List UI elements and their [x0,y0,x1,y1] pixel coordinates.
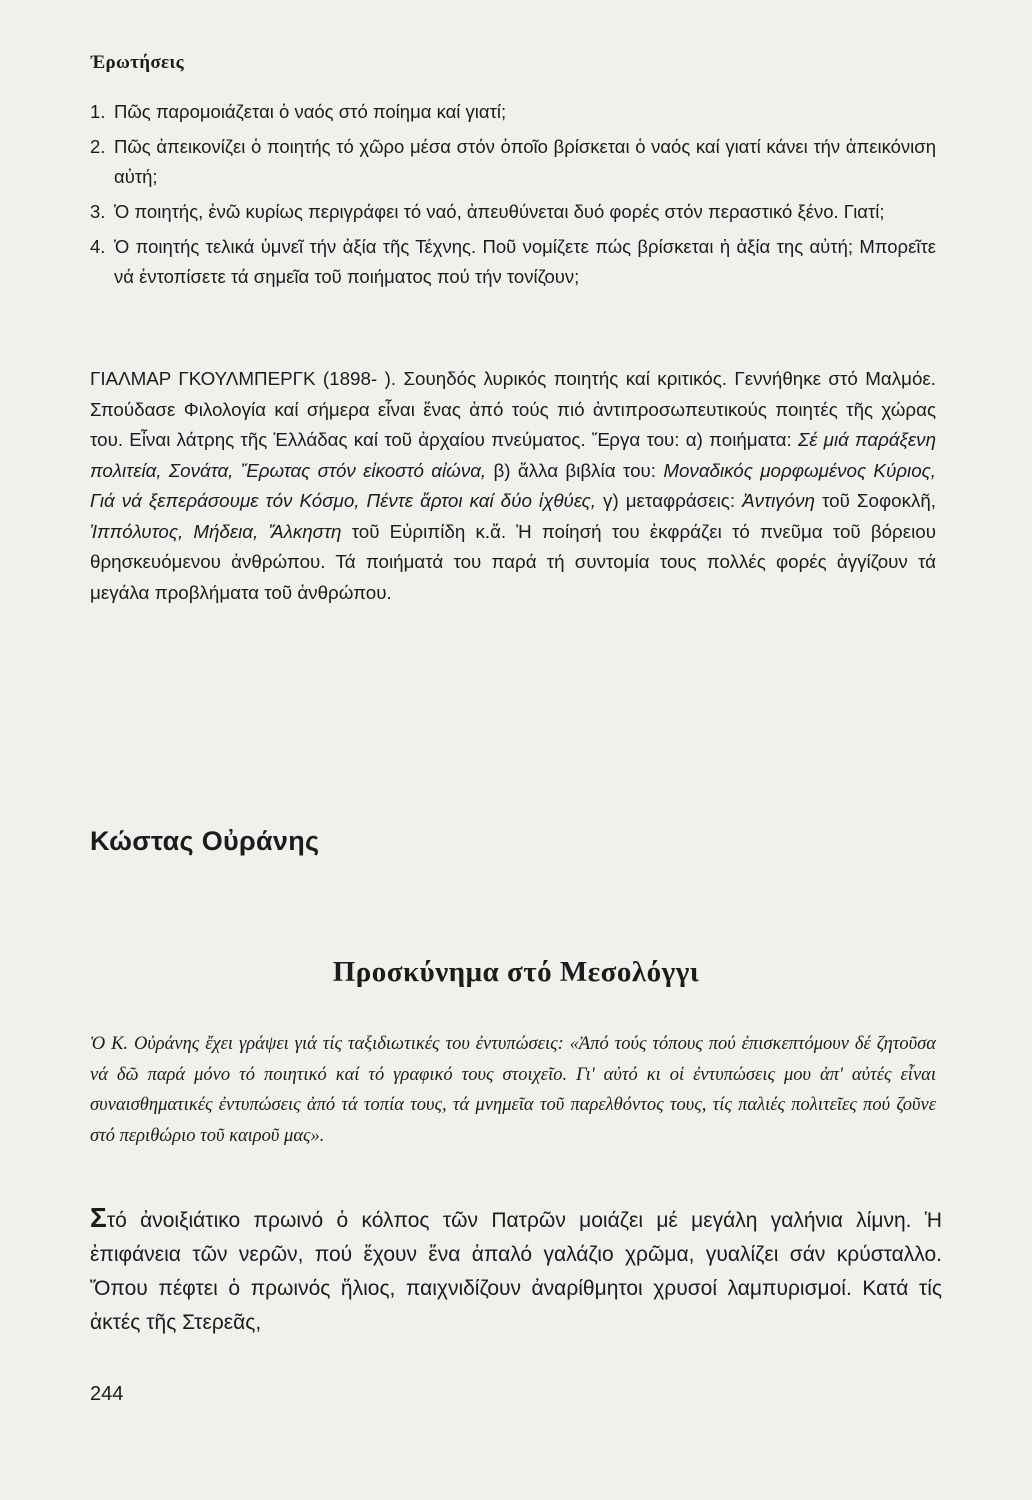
bio-text: Σουηδός λυρικός ποιητής καί κριτικός. Γεννήθηκε στό Μαλμόε. Σπούδασε Φιλολογία καί σήμερα εἶναι ἕνας ἀπό τούς πιό ἀντιπροσωπευτικούς ποιητές τῆς χώρας του. Εἶναι λάτρης τῆς Ἑλλάδας καί τοῦ ἀρχαίου πνεύματος. Ἔργα του: α) ποιήματα: [90,368,936,450]
questions-heading: Ἐρωτήσεις [90,52,184,73]
question-item [90,97,936,127]
bio-text: γ) μεταφράσεις: [603,490,736,511]
questions-list [90,97,936,297]
body-text: τό ἀνοιξιάτικο πρωινό ὁ κόλπος τῶν Πατρῶν μοιάζει μέ μεγάλη γαλήνια λίμνη. Ἡ ἐπιφάνεια τῶν νερῶν, πού ἔχουν ἕνα ἁπαλό γαλάζιο χρῶμα, γυαλίζει σάν κρύσταλλο. Ὅπου πέφτει ὁ πρωινός ἥλιος, παιχνιδίζουν ἀναρίθμητοι χρυσοί λαμπυρισμοί. Κατά τίς ἀκτές τῆς Στερεᾶς, [90,1209,942,1334]
question-text: Ὁ ποιητής τελικά ὑμνεῖ τήν ἀξία τῆς Τέχνης. Ποῦ νομίζετε πώς βρίσκεται ἡ ἀξία της αὐτή; Μπορεῖτε νά ἐντοπίσετε τά σημεῖα τοῦ ποιήματος πού τήν τονίζουν; [114,236,936,287]
intro-paragraph: Ὁ Κ. Οὐράνης ἔχει γράψει γιά τίς ταξιδιωτικές του ἐντυπώσεις: «Ἀπό τούς τόπους πού ἐπισκεπτόμουν δέ ζητοῦσα νά δῶ παρά μόνο τό ποιητικό καί τό γραφικό τους στοιχεῖο. Γι' αὐτό κι οἱ ἐντυπώσεις μου ἀπ' αὐτές εἶναι συναισθηματικές ἐντυπώσεις ἀπό τά τοπία τους, τά μνημεῖα τοῦ παρελθόντος τους, τίς παλιές πολιτεῖες πού ζοῦνε στό περιθώριο τοῦ καιροῦ μας». [90,1034,936,1146]
question-number: 2. [90,136,106,157]
bio-work-antigone: Ἀντιγόνη [742,490,815,511]
question-number: 4. [90,236,106,257]
bio-text: τοῦ Εὐριπίδη κ.ἄ. Ἡ ποίησή του ἐκφράζει τό πνεῦμα τοῦ βόρειου θρησκευόμενου ἀνθρώπου. Τά ποιήματά του παρά τή συντομία τους πολλές φορές ἀγγίζουν τά μεγάλα προβλήματα τοῦ ἀνθρώπου. [90,520,937,603]
bio-text: τοῦ Σοφοκλῆ, [821,490,937,511]
question-item [90,232,936,292]
body-paragraph [90,1201,942,1340]
bio-works-poems: Σέ μιά παράξενη πολιτεία, Σονάτα, Ἔρωτας στόν εἰκοστό αἰώνα, [90,429,936,481]
question-item [90,197,936,227]
bio-dates: (1898- ). [322,368,397,389]
bio-works-euripides: Ἱππόλυτος, Μήδεια, Ἄλκηστη [90,520,342,542]
chapter-title: Προσκύνημα στό Μεσολόγγι [332,956,700,988]
question-item [90,132,936,192]
page-number: 244 [90,1383,124,1405]
bio-name: ΓΙΑΛΜΑΡ ΓΚΟΥΛΜΠΕΡΓΚ [90,368,316,389]
question-number: 1. [90,101,106,122]
question-number: 3. [90,201,106,222]
question-text: Πῶς παρομοιάζεται ὁ ναός στό ποίημα καί γιατί; [114,101,507,122]
author-name: Κώστας Οὐράνης [90,826,320,856]
poet-biography [90,364,936,608]
drop-cap: Σ [90,1202,107,1233]
question-text: Πῶς ἀπεικονίζει ὁ ποιητής τό χῶρο μέσα στόν ὁποῖο βρίσκεται ὁ ναός καί γιατί κάνει τήν ἀπεικόνιση αὐτή; [114,136,936,187]
bio-text: β) ἄλλα βιβλία του: [493,459,657,481]
question-text: Ὁ ποιητής, ἐνῶ κυρίως περιγράφει τό ναό, ἀπευθύνεται δυό φορές στόν περαστικό ξένο. Γιατί; [114,201,885,222]
bio-works-books: Μοναδικός μορφωμένος Κύριος, Γιά νά ξεπεράσουμε τόν Κόσμο, Πέντε ἄρτοι καί δύο ἰχθύες, [90,459,936,511]
